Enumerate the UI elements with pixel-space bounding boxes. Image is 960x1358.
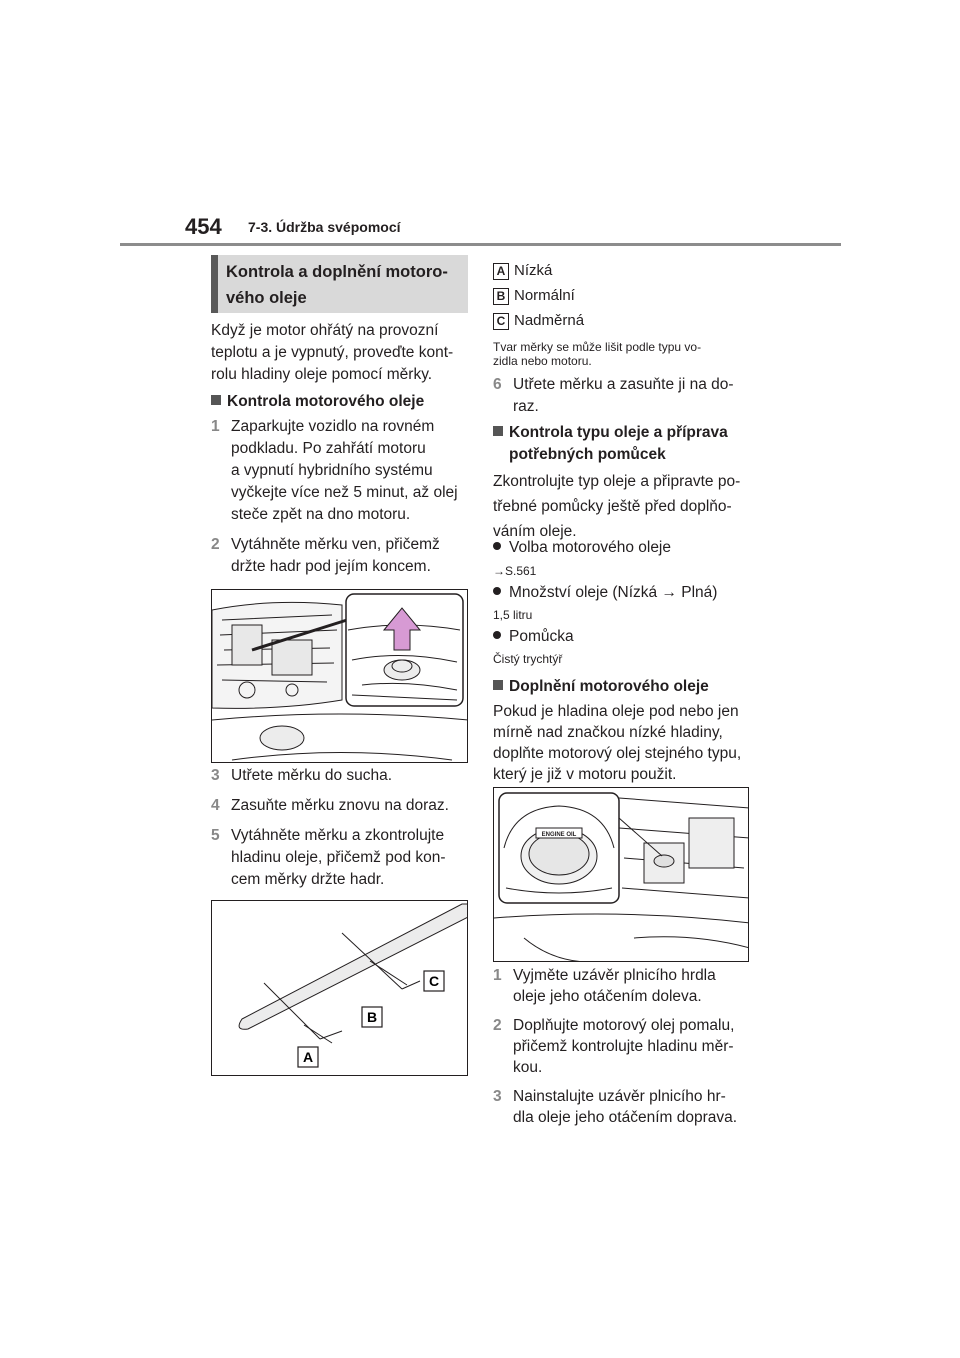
- legend-letter: C: [493, 313, 509, 330]
- step-3: [211, 765, 471, 787]
- step-6: [493, 374, 753, 418]
- label-a: A: [302, 1049, 314, 1065]
- fill-step-2: [493, 1015, 758, 1078]
- legend-text: Normální: [514, 287, 575, 304]
- step-line: oleje jeho otáčením doleva.: [513, 988, 702, 1005]
- step-line: hladinu oleje, přičemž pod kon-: [231, 849, 446, 866]
- oil-cap-illustration: [494, 788, 749, 962]
- step-text: [513, 1015, 758, 1078]
- tool-value: Čistý trychtýř: [493, 652, 563, 666]
- fill-body-line: který je již v motoru použit.: [493, 766, 677, 783]
- header-rule: [120, 243, 841, 246]
- square-bullet-icon: [211, 395, 221, 405]
- section-heading-line1: Kontrola a doplnění motoro-: [226, 263, 448, 281]
- step-number: 2: [211, 536, 220, 553]
- step-text: Zasuňte měrku znovu na doraz.: [231, 797, 449, 814]
- step-text: [513, 374, 753, 418]
- bullet-text: Volba motorového oleje: [509, 539, 672, 556]
- step-1: [211, 416, 471, 526]
- step-line: vyčkejte více než 5 minut, až olej: [231, 484, 458, 501]
- intro-line: Když je motor ohřátý na provozní: [211, 322, 439, 339]
- type-body-line: váním oleje.: [493, 523, 577, 540]
- oil-amount-value: 1,5 litru: [493, 608, 533, 622]
- legend-row-c: [493, 308, 584, 333]
- check-steps-1-2: [211, 416, 471, 578]
- step-number: 2: [493, 1017, 502, 1034]
- step-line: podkladu. Po zahřátí motoru: [231, 440, 426, 457]
- step-5: [211, 825, 471, 891]
- intro-line: rolu hladiny oleje pomocí měrky.: [211, 366, 433, 383]
- section-heading-line2: vého oleje: [226, 289, 307, 307]
- step-number: 6: [493, 376, 502, 393]
- type-body: [493, 469, 758, 544]
- bullet-tool: [493, 626, 574, 648]
- step-4: [211, 795, 471, 817]
- step-line: Zaparkujte vozidlo na rovném: [231, 418, 435, 435]
- step-number: 1: [211, 418, 220, 435]
- bullet-text: Množství oleje (Nízká → Plná): [509, 584, 718, 601]
- type-body-line: třebné pomůcky ještě před doplňo-: [493, 498, 732, 515]
- step-line: raz.: [513, 398, 539, 415]
- fill-body-line: doplňte motorový olej stejného typu,: [493, 745, 742, 762]
- fill-body-line: Pokud je hladina oleje pod nebo jen: [493, 703, 739, 720]
- step-number: 4: [211, 797, 220, 814]
- step-6-block: [493, 374, 753, 418]
- legend-text: Nízká: [514, 262, 553, 279]
- step-line: kou.: [513, 1059, 543, 1076]
- fill-step-3: [493, 1086, 758, 1128]
- check-heading-text: Kontrola motorového oleje: [227, 393, 425, 410]
- legend-text: Nadměrná: [514, 312, 585, 329]
- intro-paragraph: [211, 320, 471, 386]
- step-line: Vytáhněte měrku a zkontrolujte: [231, 827, 445, 844]
- fill-body-line: mírně nad značkou nízké hladiny,: [493, 724, 723, 741]
- dipstick-illustration: [212, 901, 468, 1076]
- fill-body: [493, 701, 758, 785]
- bullet-icon: [493, 631, 501, 639]
- step-number: 3: [493, 1088, 502, 1105]
- oil-filler-cap-figure: [493, 787, 749, 962]
- label-b: B: [366, 1009, 378, 1025]
- step-text: Utřete měrku do sucha.: [231, 767, 393, 784]
- legend-row-b: [493, 283, 584, 308]
- step-line: držte hadr pod jejím koncem.: [231, 558, 431, 575]
- note-line: zidla nebo motoru.: [493, 354, 592, 368]
- engine-bay-illustration: [212, 590, 468, 763]
- bullet-icon: [493, 587, 501, 595]
- step-text: [231, 825, 471, 891]
- step-line: Nainstalujte uzávěr plnicího hr-: [513, 1088, 726, 1105]
- bullet-icon: [493, 542, 501, 550]
- square-bullet-icon: [493, 680, 503, 690]
- step-text: [513, 965, 758, 1007]
- step-number: 3: [211, 767, 220, 784]
- type-heading: [493, 422, 753, 466]
- shape-note: [493, 340, 753, 368]
- step-line: a vypnutí hybridního systému: [231, 462, 433, 479]
- legend-letter: A: [493, 263, 509, 280]
- level-legend: [493, 258, 584, 333]
- step-number: 5: [211, 827, 220, 844]
- step-line: Vytáhněte měrku ven, přičemž: [231, 536, 440, 553]
- dipstick-level-figure: [211, 900, 468, 1076]
- step-line: Doplňujte motorový olej pomalu,: [513, 1017, 735, 1034]
- check-steps-3-5: [211, 765, 471, 891]
- fill-steps: [493, 965, 758, 1128]
- step-line: cem měrky držte hadr.: [231, 871, 385, 888]
- fill-heading-text: Doplnění motorového oleje: [509, 678, 709, 695]
- intro-line: teplotu a je vypnutý, proveďte kont-: [211, 344, 454, 361]
- square-bullet-icon: [493, 426, 503, 436]
- section-heading: [211, 255, 468, 313]
- page-number: 454: [185, 214, 222, 239]
- fill-heading: [493, 676, 709, 698]
- step-line: Utřete měrku a zasuňte ji na do-: [513, 376, 734, 393]
- step-number: 1: [493, 967, 502, 984]
- step-text: [513, 1086, 758, 1128]
- check-heading: [211, 391, 424, 413]
- type-heading-line: Kontrola typu oleje a příprava: [509, 424, 728, 441]
- type-heading-line: potřebných pomůcek: [509, 446, 666, 463]
- bullet-oil-choice: [493, 537, 671, 559]
- step-text: [231, 534, 471, 578]
- ref-page-link[interactable]: →S.561: [493, 564, 537, 578]
- legend-letter: B: [493, 288, 509, 305]
- label-c: C: [428, 973, 440, 989]
- type-body-line: Zkontrolujte typ oleje a připravte po-: [493, 473, 741, 490]
- bullet-text: Pomůcka: [509, 628, 574, 645]
- fill-step-1: [493, 965, 758, 1007]
- step-line: steče zpět na dno motoru.: [231, 506, 411, 523]
- bullet-oil-amount: [493, 582, 717, 604]
- step-line: dla oleje jeho otáčením doprava.: [513, 1109, 738, 1126]
- legend-row-a: [493, 258, 584, 283]
- engine-bay-dipstick-figure: [211, 589, 468, 763]
- step-text: [231, 416, 471, 526]
- step-line: Vyjměte uzávěr plnicího hrdla: [513, 967, 716, 984]
- step-line: přičemž kontrolujte hladinu měr-: [513, 1038, 734, 1055]
- engine-oil-cap-text: ENGINE OIL: [541, 832, 577, 838]
- chapter-title: 7-3. Údržba svépomocí: [248, 219, 401, 235]
- note-line: Tvar měrky se může lišit podle typu vo-: [493, 340, 702, 354]
- step-2: [211, 534, 471, 578]
